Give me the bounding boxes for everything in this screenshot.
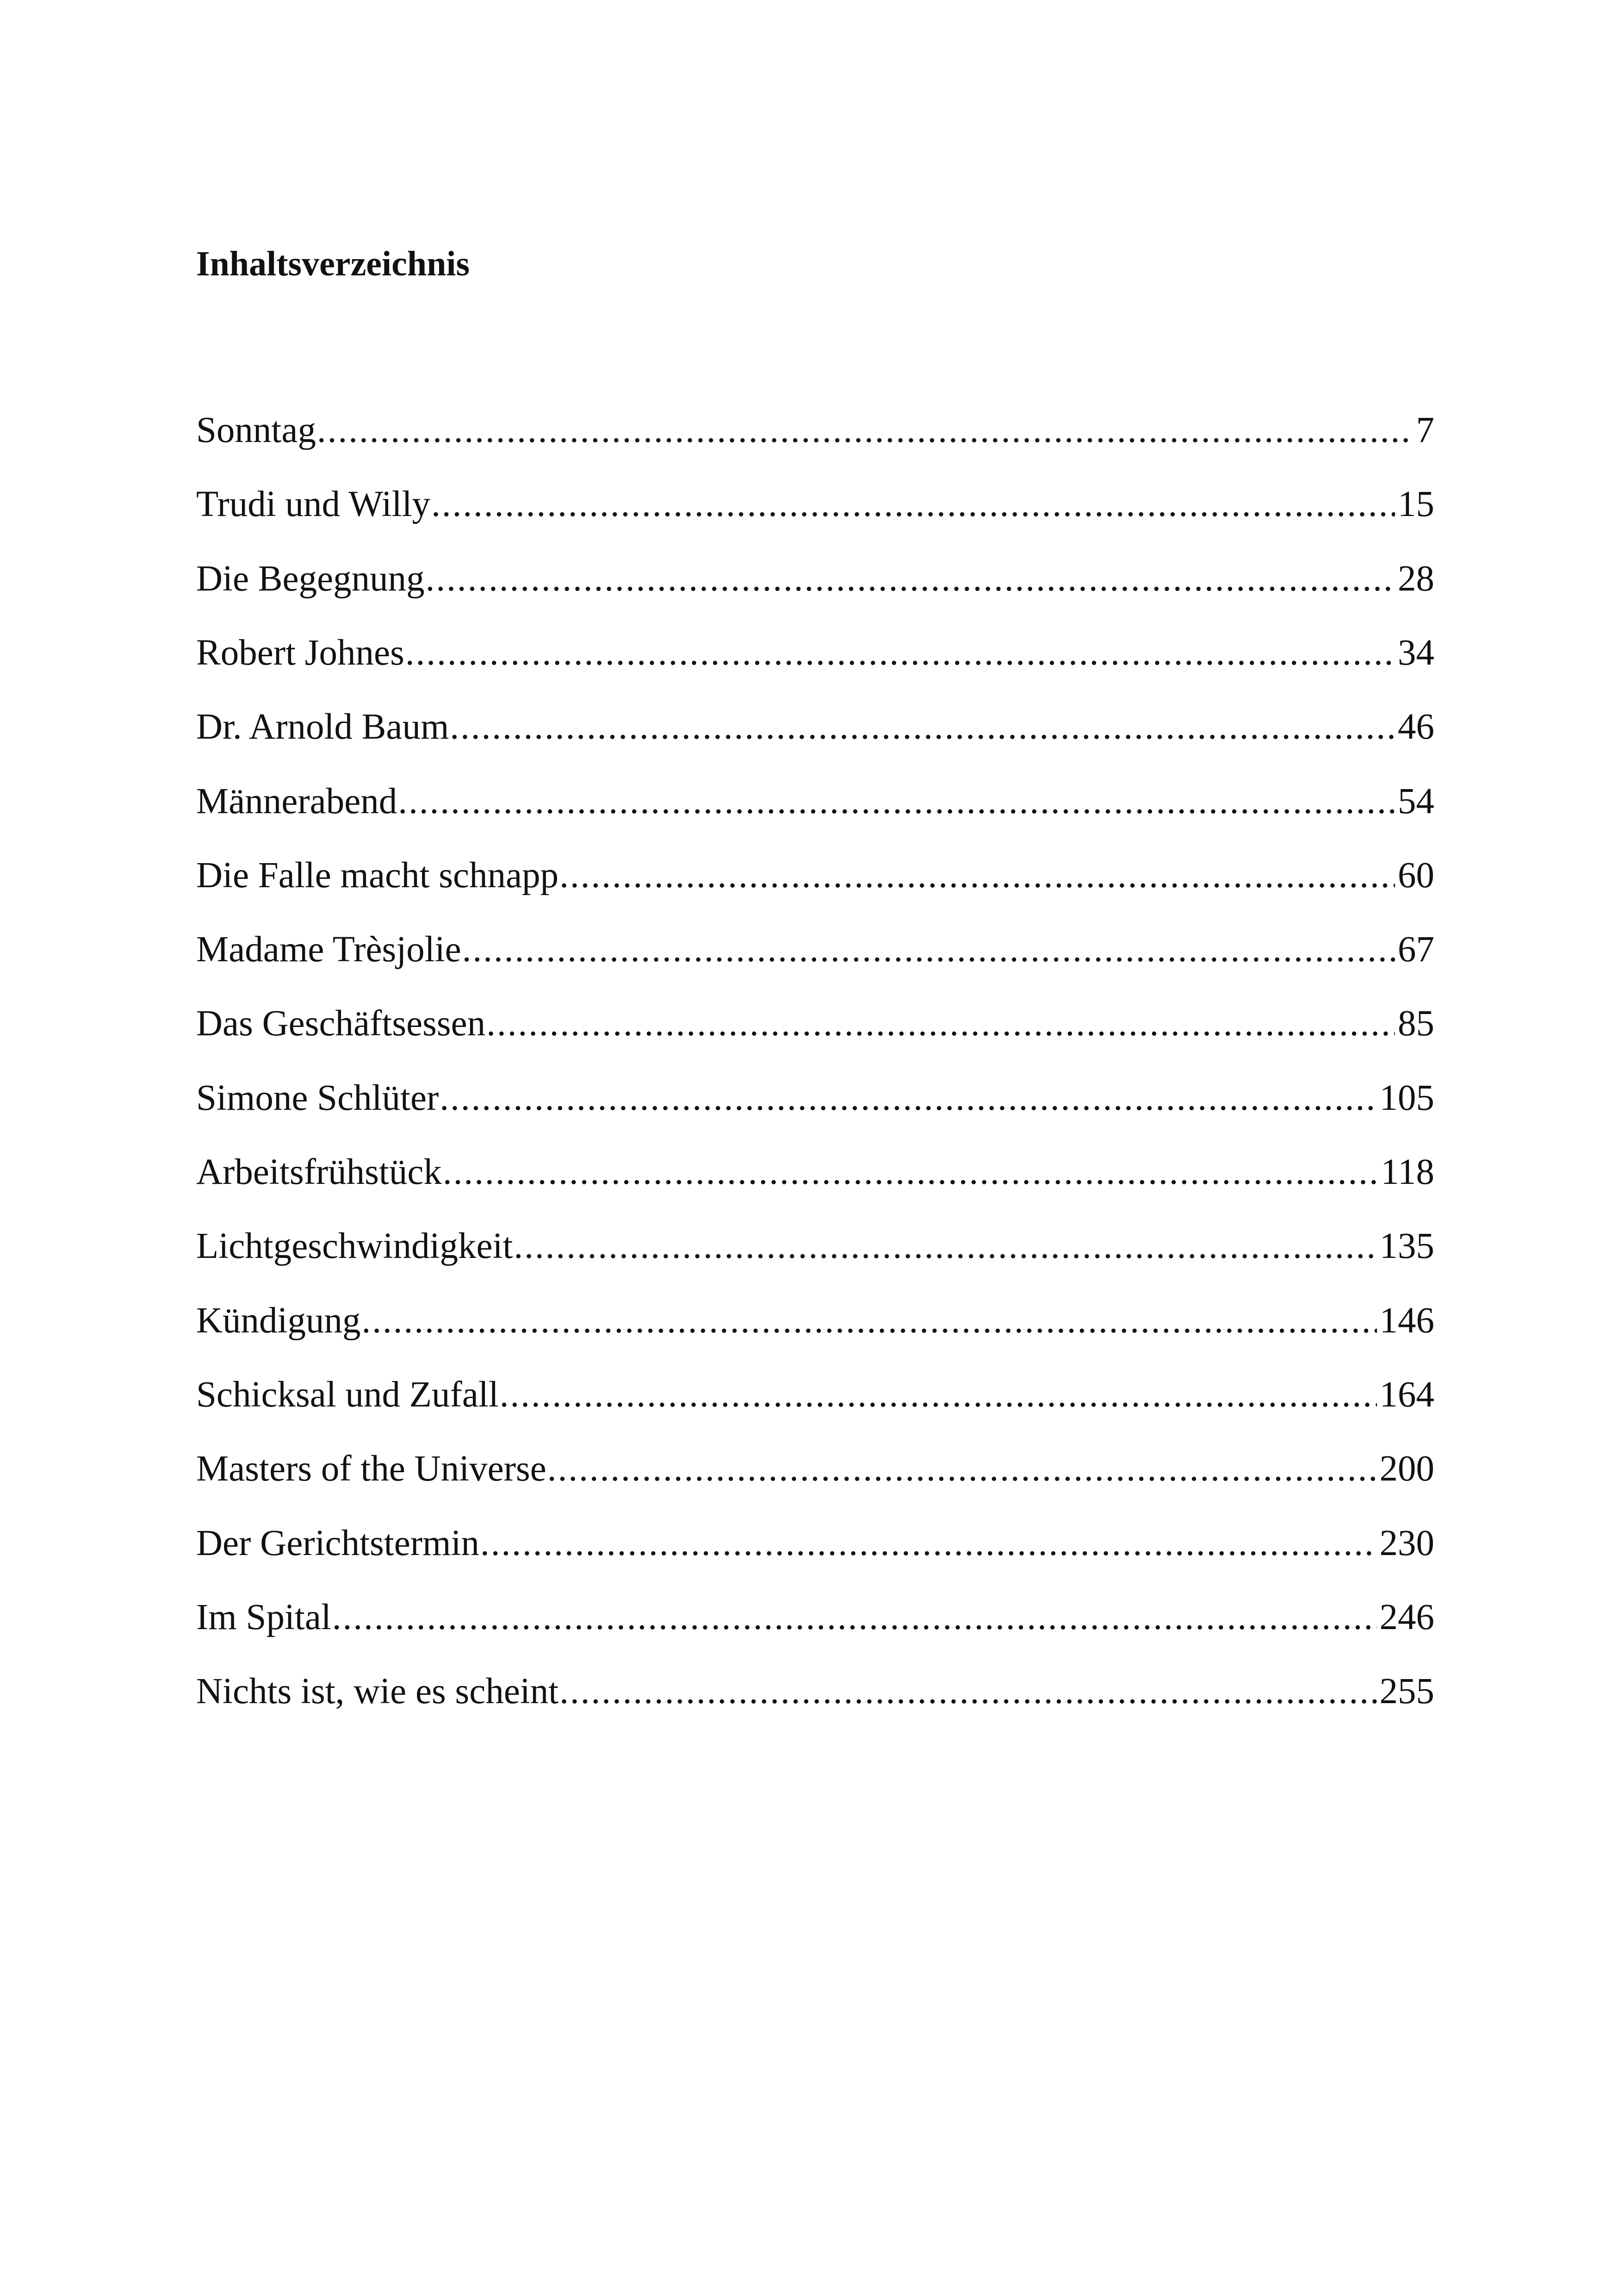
toc-entry[interactable] <box>196 1367 1434 1423</box>
toc-entry-page-number: 54 <box>1398 781 1434 821</box>
toc-entry-title: Kündigung <box>196 1300 361 1341</box>
toc-entry-title: Männerabend <box>196 781 397 821</box>
toc-entry-title: Das Geschäftsessen <box>196 1003 486 1044</box>
toc-entry-title: Sonntag <box>196 410 316 450</box>
toc-entry[interactable] <box>196 477 1434 532</box>
toc-dot-leader <box>514 1219 1377 1274</box>
toc-entry[interactable] <box>196 922 1434 977</box>
toc-entry[interactable] <box>196 996 1434 1052</box>
toc-dot-leader <box>559 848 1395 903</box>
toc-dot-leader <box>405 625 1395 681</box>
toc-entry-title: Der Gerichtstermin <box>196 1523 480 1563</box>
toc-entry-page-number: 46 <box>1398 707 1434 747</box>
toc-entry[interactable] <box>196 1070 1434 1126</box>
toc-dot-leader <box>559 1664 1376 1719</box>
toc-entry-page-number: 246 <box>1379 1597 1434 1637</box>
toc-dot-leader <box>440 1070 1376 1126</box>
toc-entry[interactable] <box>196 1664 1434 1719</box>
toc-dot-leader <box>480 1516 1376 1571</box>
toc-list <box>196 0 1434 2296</box>
toc-entry-page-number: 15 <box>1398 484 1434 524</box>
toc-entry[interactable] <box>196 699 1434 755</box>
toc-entry-page-number: 135 <box>1379 1226 1434 1266</box>
toc-entry-page-number: 85 <box>1398 1003 1434 1044</box>
toc-entry[interactable] <box>196 625 1434 681</box>
toc-entry[interactable] <box>196 1293 1434 1349</box>
toc-entry-page-number: 164 <box>1379 1375 1434 1415</box>
toc-entry-page-number: 67 <box>1398 929 1434 970</box>
toc-heading: Inhaltsverzeichnis <box>196 244 470 283</box>
toc-dot-leader <box>500 1367 1377 1423</box>
toc-entry-title: Madame Trèsjolie <box>196 929 461 970</box>
toc-entry-title: Robert Johnes <box>196 633 404 673</box>
toc-entry-title: Arbeitsfrühstück <box>196 1152 442 1192</box>
toc-entry[interactable] <box>196 551 1434 607</box>
toc-entry[interactable] <box>196 1590 1434 1645</box>
toc-entry-title: Dr. Arnold Baum <box>196 707 449 747</box>
toc-entry-title: Trudi und Willy <box>196 484 431 524</box>
toc-dot-leader <box>426 551 1395 607</box>
toc-entry-title: Lichtgeschwindigkeit <box>196 1226 513 1266</box>
toc-dot-leader <box>362 1293 1377 1349</box>
toc-entry[interactable] <box>196 1219 1434 1274</box>
toc-entry-title: Die Begegnung <box>196 559 425 599</box>
toc-entry-page-number: 255 <box>1379 1671 1434 1711</box>
toc-entry[interactable] <box>196 1441 1434 1497</box>
toc-entry-title: Nichts ist, wie es scheint <box>196 1671 559 1711</box>
toc-entry-title: Im Spital <box>196 1597 331 1637</box>
toc-entry-page-number: 105 <box>1379 1078 1434 1118</box>
toc-entry-page-number: 200 <box>1379 1449 1434 1489</box>
toc-entry-page-number: 146 <box>1379 1300 1434 1341</box>
toc-dot-leader <box>547 1441 1377 1497</box>
toc-entry-page-number: 7 <box>1416 410 1434 450</box>
toc-dot-leader <box>332 1590 1377 1645</box>
toc-dot-leader <box>431 477 1395 532</box>
toc-dot-leader <box>462 922 1395 977</box>
toc-entry[interactable] <box>196 848 1434 903</box>
toc-entry-page-number: 34 <box>1398 633 1434 673</box>
toc-entry-page-number: 118 <box>1381 1152 1434 1192</box>
toc-entry-page-number: 60 <box>1398 855 1434 896</box>
toc-dot-leader <box>398 774 1395 829</box>
toc-dot-leader <box>443 1145 1378 1200</box>
toc-entry[interactable] <box>196 403 1434 458</box>
toc-entry[interactable] <box>196 1516 1434 1571</box>
toc-entry[interactable] <box>196 774 1434 829</box>
toc-entry-title: Die Falle macht schnapp <box>196 855 559 896</box>
toc-entry[interactable] <box>196 1145 1434 1200</box>
toc-dot-leader <box>486 996 1395 1052</box>
toc-entry-title: Masters of the Universe <box>196 1449 546 1489</box>
toc-dot-leader <box>317 403 1413 458</box>
toc-entry-title: Simone Schlüter <box>196 1078 439 1118</box>
toc-entry-title: Schicksal und Zufall <box>196 1375 499 1415</box>
toc-entry-page-number: 28 <box>1398 559 1434 599</box>
toc-entry-page-number: 230 <box>1379 1523 1434 1563</box>
toc-dot-leader <box>450 699 1395 755</box>
